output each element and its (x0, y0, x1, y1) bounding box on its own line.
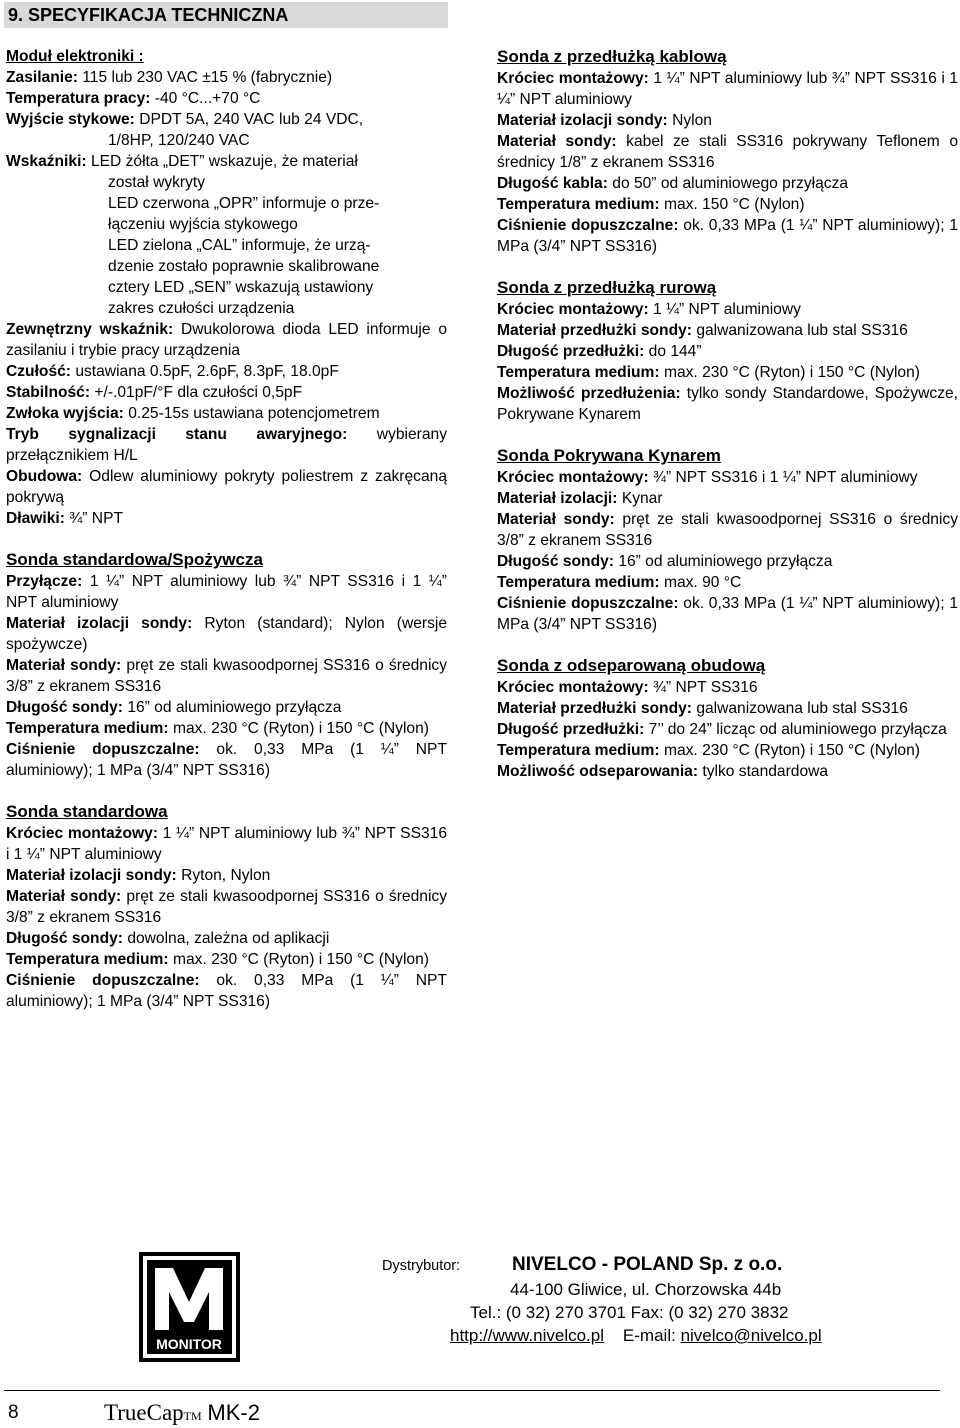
s2-cisnienie: Ciśnienie dopuszczalne: ok. 0,33 MPa (1 ¼” NPT aluminiowy); 1 MPa (3/4” NPT SS316) (6, 972, 447, 1010)
r4-temperatura: Temperatura medium: max. 230 °C (Ryton) i 150 °C (Nylon) (497, 742, 920, 759)
section-header (4, 2, 448, 28)
spec-dlawiki: Dławiki: ¾” NPT (6, 510, 123, 527)
r1-temperatura: Temperatura medium: max. 150 °C (Nylon) (497, 196, 805, 213)
wsk-line-6: dzenie zostało poprawnie skalibrowane (108, 258, 380, 275)
wsk-line-8: zakres czułości urządzenia (108, 300, 295, 317)
wsk-line-2: został wykryty (108, 174, 206, 191)
r3-dlugosc: Długość sondy: 16” od aluminiowego przyłącza (497, 553, 833, 570)
s2-dlugosc: Długość sondy: dowolna, zależna od aplikacji (6, 930, 330, 947)
r4-mozliwosc: Możliwość odseparowania: tylko standardowa (497, 763, 829, 780)
s2-izolacja: Materiał izolacji sondy: Ryton, Nylon (6, 867, 271, 884)
r2-krociec: Króciec montażowy: 1 ¼” NPT aluminiowy (497, 301, 801, 318)
spec-obudowa: Obudowa: Odlew aluminiowy pokryty poliestrem z zakręcaną pokrywą (6, 468, 447, 506)
product-name: TrueCapTM MK-2 (104, 1400, 260, 1425)
probe-separated-title: Sonda z odseparowaną obudową (497, 656, 766, 675)
spec-zwloka: Zwłoka wyjścia: 0.25-15s ustawiana potencjometrem (6, 405, 380, 422)
footer-divider (4, 1390, 940, 1391)
right-column (497, 46, 958, 782)
company-phones: Tel.: (0 32) 270 3701 Fax: (0 32) 270 3832 (470, 1303, 789, 1322)
r4-material: Materiał przedłużki sondy: galwanizowana lub stal SS316 (497, 700, 908, 717)
wsk-line-5: LED zielona „CAL” informuje, że urzą- (108, 237, 371, 254)
r2-mozliwosc: Możliwość przedłużenia: tylko sondy Standardowe, Spożywcze, Pokrywane Kynarem (497, 385, 958, 423)
company-name: NIVELCO - POLAND Sp. z o.o. (512, 1254, 783, 1275)
spec-czulosc: Czułość: ustawiana 0.5pF, 2.6pF, 8.3pF, 18.0pF (6, 363, 339, 380)
wsk-line-3: LED czerwona „OPR” informuje o prze- (108, 195, 380, 212)
s1-material: Materiał sondy: pręt ze stali kwasoodpornej SS316 o średnicy 3/8” z ekranem SS316 (6, 657, 447, 695)
probe-standard-food-title: Sonda standardowa/Spożywcza (6, 550, 263, 569)
r4-dlugosc: Długość przedłużki: 7’’ do 24” licząc od aluminiowego przyłącza (497, 721, 947, 738)
r3-krociec: Króciec montażowy: ¾” NPT SS316 i 1 ¼” NPT aluminiowy (497, 469, 918, 486)
spec-zewnetrzny: Zewnętrzny wskaźnik: Dwukolorowa dioda LED informuje o zasilaniu i trybie pracy urządzenia (6, 321, 448, 359)
spec-wyjscie-cont: 1/8HP, 120/240 VAC (108, 132, 250, 149)
s2-material: Materiał sondy: pręt ze stali kwasoodpornej SS316 o średnicy 3/8” z ekranem SS316 (6, 888, 447, 926)
page-number: 8 (8, 1402, 19, 1423)
r3-izolacja: Materiał izolacji: Kynar (497, 490, 663, 507)
r2-material: Materiał przedłużki sondy: galwanizowana lub stal SS316 (497, 322, 908, 339)
distributor-label: Dystrybutor: (382, 1258, 461, 1274)
monitor-logo (139, 1252, 240, 1362)
module-title: Moduł elektroniki : (6, 48, 144, 65)
company-address: 44-100 Gliwice, ul. Chorzowska 44b (510, 1280, 782, 1299)
left-column (6, 46, 447, 1012)
s1-temperatura: Temperatura medium: max. 230 °C (Ryton) i 150 °C (Nylon) (6, 720, 429, 737)
r3-cisnienie: Ciśnienie dopuszczalne: ok. 0,33 MPa (1 ¼” NPT aluminiowy); 1 MPa (3/4” NPT SS316) (497, 595, 958, 633)
s1-izolacja: Materiał izolacji sondy: Ryton (standard); Nylon (wersje spożywcze) (6, 615, 447, 653)
r1-krociec: Króciec montażowy: 1 ¼” NPT aluminiowy lub ¾” NPT SS316 i 1 ¼” NPT aluminiowy (497, 70, 958, 108)
r1-izolacja: Materiał izolacji sondy: Nylon (497, 112, 712, 129)
r1-material: Materiał sondy: kabel ze stali SS316 pokrywany Teflonem o średnicy 1/8” z ekranem SS316 (497, 133, 958, 171)
r4-krociec: Króciec montażowy: ¾” NPT SS316 (497, 679, 758, 696)
r3-temperatura: Temperatura medium: max. 90 °C (497, 574, 742, 591)
s1-dlugosc: Długość sondy: 16” od aluminiowego przyłącza (6, 699, 342, 716)
r2-dlugosc: Długość przedłużki: do 144” (497, 343, 702, 360)
s2-temperatura: Temperatura medium: max. 230 °C (Ryton) i 150 °C (Nylon) (6, 951, 429, 968)
s2-krociec: Króciec montażowy: 1 ¼” NPT aluminiowy lub ¾” NPT SS316 i 1 ¼” NPT aluminiowy (6, 825, 447, 863)
email-label: E-mail: (622, 1326, 676, 1345)
r1-dlugosc: Długość kabla: do 50” od aluminiowego przyłącza (497, 175, 849, 192)
spec-stabilnosc: Stabilność: +/-.01pF/°F dla czułości 0,5pF (6, 384, 303, 401)
s1-przylacze: Przyłącze: 1 ¼” NPT aluminiowy lub ¾” NPT SS316 i 1 ¼” NPT aluminiowy (6, 573, 447, 611)
spec-tryb: Tryb sygnalizacji stanu awaryjnego: wybierany przełącznikiem H/L (6, 426, 447, 464)
r1-cisnienie: Ciśnienie dopuszczalne: ok. 0,33 MPa (1 ¼” NPT aluminiowy); 1 MPa (3/4” NPT SS316) (497, 217, 958, 255)
website-link[interactable]: http://www.nivelco.pl (450, 1326, 605, 1345)
spec-wyjscie: Wyjście stykowe: DPDT 5A, 240 VAC lub 24 VDC, (6, 111, 364, 128)
probe-cable-title: Sonda z przedłużką kablową (497, 47, 727, 66)
r3-material: Materiał sondy: pręt ze stali kwasoodpornej SS316 o średnicy 3/8” z ekranem SS316 (497, 511, 958, 549)
spec-zasilanie: Zasilanie: 115 lub 230 VAC ±15 % (fabrycznie) (6, 69, 333, 86)
probe-standard-title: Sonda standardowa (6, 802, 168, 821)
r2-temperatura: Temperatura medium: max. 230 °C (Ryton) i 150 °C (Nylon) (497, 364, 920, 381)
logo-text: MONITOR (156, 1336, 222, 1352)
spec-temperatura: Temperatura pracy: -40 °C...+70 °C (6, 90, 261, 107)
email-link[interactable]: nivelco@nivelco.pl (680, 1326, 822, 1345)
wsk-line-4: łączeniu wyjścia stykowego (108, 216, 298, 233)
probe-rod-title: Sonda z przedłużką rurową (497, 278, 717, 297)
s1-cisnienie: Ciśnienie dopuszczalne: ok. 0,33 MPa (1 ¼” NPT aluminiowy); 1 MPa (3/4” NPT SS316) (6, 741, 447, 779)
wsk-line-7: cztery LED „SEN” wskazują ustawiony (108, 279, 374, 296)
company-contact (450, 1326, 822, 1346)
probe-kynar-title: Sonda Pokrywana Kynarem (497, 446, 721, 465)
section-title: 9. SPECYFIKACJA TECHNICZNA (8, 5, 289, 25)
spec-wskazniki: Wskaźniki: LED żółta „DET” wskazuje, że materiał (6, 153, 358, 170)
